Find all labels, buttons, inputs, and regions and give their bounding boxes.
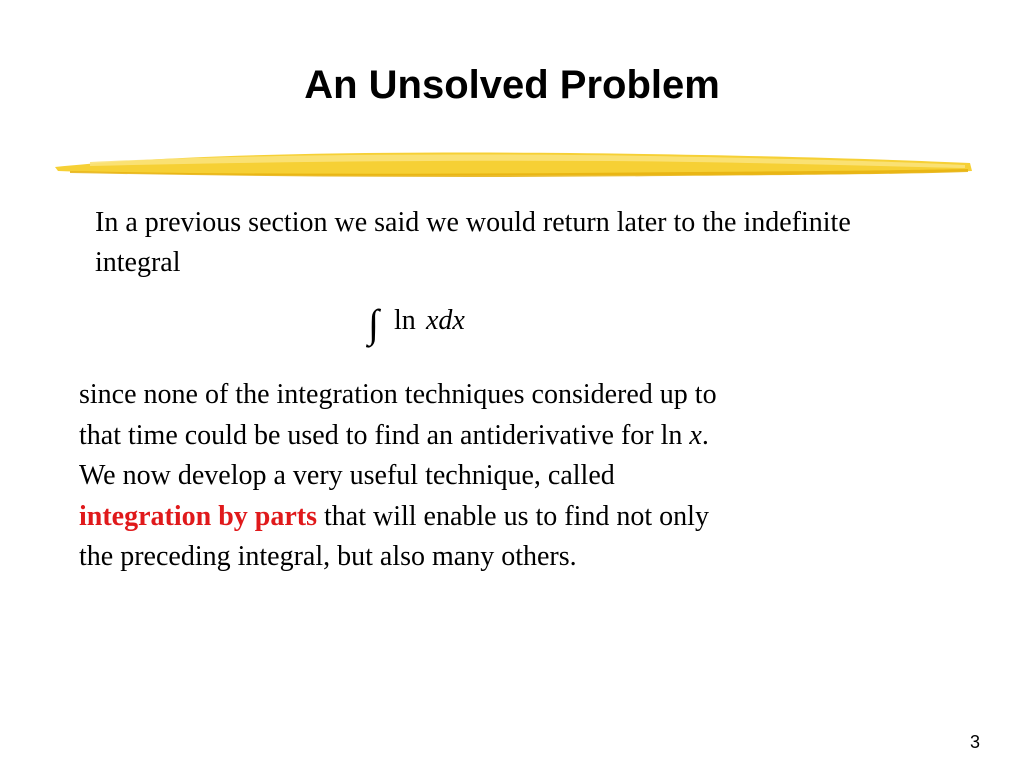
body-line-4-text: that will enable us to find not only	[317, 500, 709, 532]
body-line-1: since none of the integration techniques considered up to	[79, 379, 717, 410]
body-line-2-variable: x	[689, 419, 702, 451]
intro-paragraph: In a previous section we said we would return later to the indefinite integral	[95, 207, 851, 278]
body-line-2	[79, 416, 929, 457]
formula-variable: xdx	[426, 305, 465, 336]
integral-formula	[368, 294, 508, 354]
integral-sign-icon: ∫	[368, 301, 379, 346]
body-line-2-text: that time could be used to find an antiderivative for ln	[79, 419, 690, 451]
body-line-3: We now develop a very useful technique, called	[79, 460, 615, 491]
body-line-2-period: .	[701, 419, 709, 451]
body-paragraph	[79, 375, 929, 578]
title-underline-brushstroke	[50, 145, 975, 185]
body-line-4	[79, 497, 929, 538]
page-number: 3	[969, 732, 980, 752]
highlighted-term: integration by parts	[79, 500, 317, 532]
body-line-5: the preceding integral, but also many others.	[79, 541, 577, 572]
slide-title: An Unsolved Problem	[304, 63, 720, 107]
formula-function: ln	[394, 305, 416, 336]
